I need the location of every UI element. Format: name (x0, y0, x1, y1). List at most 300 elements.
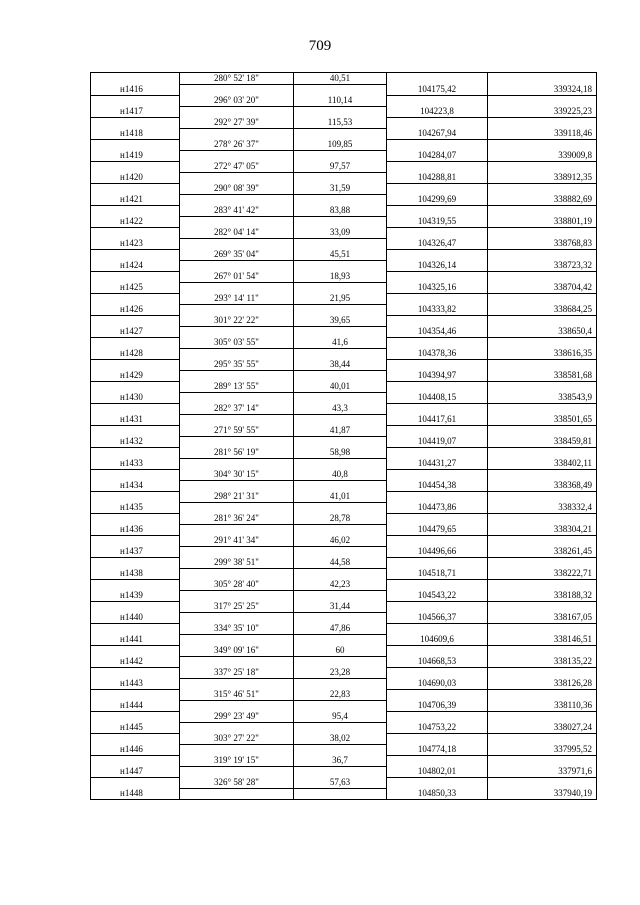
point-cell (91, 205, 180, 216)
segment-row (91, 755, 597, 766)
point-cell (91, 161, 180, 172)
point-cell: н1427 (91, 326, 180, 337)
length-cell: 47,86 (294, 623, 387, 634)
point-cell: н1442 (91, 656, 180, 667)
length-cell: 18,93 (294, 271, 387, 282)
segment-row (91, 579, 597, 590)
x-cell: 104774,18 (387, 744, 488, 755)
length-cell (294, 678, 387, 689)
segment-row (91, 425, 597, 436)
x-cell (387, 535, 488, 546)
y-cell: 338768,83 (488, 238, 597, 249)
angle-cell: 326° 58' 28" (180, 777, 294, 788)
angle-cell: 315° 46' 51" (180, 689, 294, 700)
y-cell (488, 205, 597, 216)
angle-cell (180, 612, 294, 623)
segment-row (91, 535, 597, 546)
y-cell (488, 337, 597, 348)
y-cell: 338261,45 (488, 546, 597, 557)
point-row (91, 458, 597, 469)
length-cell: 110,14 (294, 95, 387, 106)
point-cell (91, 645, 180, 656)
length-cell: 36,7 (294, 755, 387, 766)
angle-cell: 290° 08' 39" (180, 183, 294, 194)
point-cell (91, 425, 180, 436)
point-row (91, 172, 597, 183)
x-cell (387, 491, 488, 502)
point-cell (91, 689, 180, 700)
x-cell: 104543,22 (387, 590, 488, 601)
point-row (91, 392, 597, 403)
point-cell (91, 139, 180, 150)
x-cell: 104408,15 (387, 392, 488, 403)
length-cell: 95,4 (294, 711, 387, 722)
y-cell (488, 579, 597, 590)
angle-cell: 301° 22' 22" (180, 315, 294, 326)
angle-cell: 280° 52' 18" (180, 73, 294, 85)
y-cell: 337940,19 (488, 788, 597, 800)
point-cell (91, 227, 180, 238)
angle-cell (180, 788, 294, 800)
length-cell (294, 568, 387, 579)
x-cell: 104325,16 (387, 282, 488, 293)
length-cell (294, 524, 387, 535)
y-cell (488, 403, 597, 414)
x-cell (387, 403, 488, 414)
point-row (91, 568, 597, 579)
point-row (91, 348, 597, 359)
x-cell: 104431,27 (387, 458, 488, 469)
y-cell (488, 315, 597, 326)
length-cell: 41,87 (294, 425, 387, 436)
y-cell: 338027,24 (488, 722, 597, 733)
length-cell (294, 128, 387, 139)
x-cell (387, 425, 488, 436)
y-cell: 338801,19 (488, 216, 597, 227)
length-cell (294, 766, 387, 777)
y-cell (488, 73, 597, 85)
point-cell (91, 667, 180, 678)
point-cell (91, 535, 180, 546)
y-cell: 338135,22 (488, 656, 597, 667)
angle-cell: 283° 41' 42" (180, 205, 294, 216)
angle-cell (180, 414, 294, 425)
angle-cell (180, 700, 294, 711)
angle-cell (180, 304, 294, 315)
point-cell (91, 117, 180, 128)
point-cell: н1439 (91, 590, 180, 601)
point-cell (91, 601, 180, 612)
angle-cell (180, 766, 294, 777)
angle-cell (180, 524, 294, 535)
length-cell (294, 590, 387, 601)
x-cell (387, 139, 488, 150)
segment-row (91, 271, 597, 282)
segment-row (91, 469, 597, 480)
y-cell (488, 271, 597, 282)
x-cell (387, 777, 488, 788)
x-cell (387, 227, 488, 238)
point-row (91, 546, 597, 557)
segment-row (91, 183, 597, 194)
segment-row (91, 227, 597, 238)
point-cell (91, 623, 180, 634)
point-row (91, 150, 597, 161)
x-cell: 104378,36 (387, 348, 488, 359)
x-cell: 104566,37 (387, 612, 488, 623)
angle-cell: 272° 47' 05" (180, 161, 294, 172)
point-cell: н1430 (91, 392, 180, 403)
angle-cell: 289° 13' 55" (180, 381, 294, 392)
y-cell: 339324,18 (488, 84, 597, 95)
point-cell: н1435 (91, 502, 180, 513)
point-cell: н1444 (91, 700, 180, 711)
point-row (91, 304, 597, 315)
length-cell: 97,57 (294, 161, 387, 172)
x-cell (387, 271, 488, 282)
x-cell (387, 337, 488, 348)
y-cell: 338368,49 (488, 480, 597, 491)
length-cell (294, 458, 387, 469)
x-cell: 104417,61 (387, 414, 488, 425)
angle-cell (180, 502, 294, 513)
length-cell (294, 238, 387, 249)
x-cell: 104668,53 (387, 656, 488, 667)
angle-cell: 304° 30' 15" (180, 469, 294, 480)
length-cell: 42,23 (294, 579, 387, 590)
x-cell (387, 205, 488, 216)
length-cell: 21,95 (294, 293, 387, 304)
segment-row (91, 513, 597, 524)
length-cell: 83,88 (294, 205, 387, 216)
length-cell: 40,8 (294, 469, 387, 480)
y-cell: 338684,25 (488, 304, 597, 315)
length-cell: 44,58 (294, 557, 387, 568)
angle-cell: 292° 27' 39" (180, 117, 294, 128)
segment-row (91, 667, 597, 678)
point-row (91, 788, 597, 800)
x-cell (387, 95, 488, 106)
x-cell: 104496,66 (387, 546, 488, 557)
length-cell: 28,78 (294, 513, 387, 524)
angle-cell (180, 84, 294, 95)
y-cell (488, 183, 597, 194)
length-cell (294, 326, 387, 337)
y-cell: 338332,4 (488, 502, 597, 513)
x-cell: 104267,94 (387, 128, 488, 139)
y-cell (488, 359, 597, 370)
point-row (91, 414, 597, 425)
segment-row (91, 139, 597, 150)
x-cell: 104473,86 (387, 502, 488, 513)
point-row (91, 194, 597, 205)
point-cell: н1418 (91, 128, 180, 139)
angle-cell: 267° 01' 54" (180, 271, 294, 282)
y-cell (488, 645, 597, 656)
x-cell: 104326,47 (387, 238, 488, 249)
segment-row (91, 645, 597, 656)
length-cell (294, 216, 387, 227)
y-cell: 338126,28 (488, 678, 597, 689)
point-cell: н1448 (91, 788, 180, 800)
point-cell: н1445 (91, 722, 180, 733)
length-cell (294, 612, 387, 623)
x-cell: 104850,33 (387, 788, 488, 800)
x-cell (387, 711, 488, 722)
point-cell (91, 73, 180, 85)
x-cell: 104223,8 (387, 106, 488, 117)
x-cell (387, 623, 488, 634)
point-row (91, 744, 597, 755)
angle-cell (180, 238, 294, 249)
y-cell (488, 447, 597, 458)
length-cell (294, 700, 387, 711)
point-cell: н1433 (91, 458, 180, 469)
angle-cell: 349° 09' 16" (180, 645, 294, 656)
point-row (91, 612, 597, 623)
length-cell (294, 348, 387, 359)
length-cell: 22,83 (294, 689, 387, 700)
point-row (91, 436, 597, 447)
angle-cell: 282° 37' 14" (180, 403, 294, 414)
angle-cell (180, 392, 294, 403)
y-cell: 338616,35 (488, 348, 597, 359)
y-cell (488, 227, 597, 238)
point-cell (91, 271, 180, 282)
point-row (91, 634, 597, 645)
y-cell: 338704,42 (488, 282, 597, 293)
coordinates-table (90, 72, 597, 800)
y-cell: 338650,4 (488, 326, 597, 337)
segment-row (91, 381, 597, 392)
length-cell (294, 194, 387, 205)
point-cell (91, 337, 180, 348)
x-cell: 104518,71 (387, 568, 488, 579)
length-cell (294, 84, 387, 95)
y-cell: 338543,9 (488, 392, 597, 403)
point-row (91, 260, 597, 271)
angle-cell (180, 722, 294, 733)
length-cell: 38,44 (294, 359, 387, 370)
angle-cell (180, 458, 294, 469)
x-cell: 104753,22 (387, 722, 488, 733)
length-cell: 45,51 (294, 249, 387, 260)
length-cell (294, 722, 387, 733)
y-cell (488, 623, 597, 634)
point-cell: н1440 (91, 612, 180, 623)
x-cell (387, 161, 488, 172)
x-cell (387, 117, 488, 128)
x-cell: 104802,01 (387, 766, 488, 777)
x-cell (387, 359, 488, 370)
angle-cell (180, 634, 294, 645)
x-cell (387, 557, 488, 568)
angle-cell (180, 546, 294, 557)
angle-cell (180, 744, 294, 755)
x-cell: 104299,69 (387, 194, 488, 205)
angle-cell (180, 568, 294, 579)
angle-cell (180, 436, 294, 447)
coordinates-table-body (91, 73, 597, 800)
point-cell (91, 447, 180, 458)
y-cell: 338167,05 (488, 612, 597, 623)
length-cell (294, 260, 387, 271)
y-cell: 338723,32 (488, 260, 597, 271)
angle-cell: 305° 03' 55" (180, 337, 294, 348)
x-cell: 104454,38 (387, 480, 488, 491)
point-cell (91, 557, 180, 568)
length-cell: 60 (294, 645, 387, 656)
x-cell: 104319,55 (387, 216, 488, 227)
angle-cell (180, 172, 294, 183)
y-cell (488, 711, 597, 722)
angle-cell (180, 348, 294, 359)
y-cell: 338304,21 (488, 524, 597, 535)
angle-cell (180, 194, 294, 205)
angle-cell: 296° 03' 20" (180, 95, 294, 106)
segment-row (91, 205, 597, 216)
x-cell (387, 469, 488, 480)
y-cell: 339225,23 (488, 106, 597, 117)
point-row (91, 106, 597, 117)
y-cell (488, 535, 597, 546)
point-cell (91, 315, 180, 326)
angle-cell (180, 106, 294, 117)
x-cell (387, 315, 488, 326)
point-row (91, 524, 597, 535)
angle-cell (180, 370, 294, 381)
segment-row (91, 337, 597, 348)
point-row (91, 326, 597, 337)
y-cell (488, 491, 597, 502)
x-cell: 104394,97 (387, 370, 488, 381)
point-row (91, 700, 597, 711)
length-cell (294, 656, 387, 667)
point-cell: н1431 (91, 414, 180, 425)
x-cell: 104175,42 (387, 84, 488, 95)
point-cell: н1436 (91, 524, 180, 535)
point-row (91, 678, 597, 689)
length-cell: 33,09 (294, 227, 387, 238)
length-cell (294, 634, 387, 645)
y-cell (488, 425, 597, 436)
point-row (91, 502, 597, 513)
angle-cell (180, 656, 294, 667)
length-cell: 31,59 (294, 183, 387, 194)
point-cell: н1422 (91, 216, 180, 227)
segment-row (91, 315, 597, 326)
x-cell: 104419,07 (387, 436, 488, 447)
y-cell (488, 469, 597, 480)
length-cell: 58,98 (294, 447, 387, 458)
y-cell: 338146,51 (488, 634, 597, 645)
y-cell (488, 381, 597, 392)
point-cell: н1438 (91, 568, 180, 579)
angle-cell: 337° 25' 18" (180, 667, 294, 678)
point-cell (91, 513, 180, 524)
y-cell (488, 601, 597, 612)
x-cell (387, 381, 488, 392)
x-cell: 104288,81 (387, 172, 488, 183)
length-cell: 115,53 (294, 117, 387, 128)
angle-cell: 281° 56' 19" (180, 447, 294, 458)
x-cell: 104706,39 (387, 700, 488, 711)
point-row (91, 238, 597, 249)
x-cell (387, 645, 488, 656)
angle-cell: 291° 41' 34" (180, 535, 294, 546)
length-cell (294, 414, 387, 425)
length-cell (294, 436, 387, 447)
angle-cell (180, 216, 294, 227)
length-cell (294, 744, 387, 755)
segment-row (91, 733, 597, 744)
segment-row (91, 73, 597, 85)
y-cell: 338110,36 (488, 700, 597, 711)
point-row (91, 722, 597, 733)
point-row (91, 766, 597, 777)
x-cell (387, 667, 488, 678)
length-cell (294, 788, 387, 800)
x-cell (387, 689, 488, 700)
x-cell: 104354,46 (387, 326, 488, 337)
point-cell: н1437 (91, 546, 180, 557)
angle-cell: 293° 14' 11" (180, 293, 294, 304)
y-cell (488, 117, 597, 128)
segment-row (91, 359, 597, 370)
y-cell (488, 293, 597, 304)
length-cell: 57,63 (294, 777, 387, 788)
point-row (91, 370, 597, 381)
angle-cell (180, 260, 294, 271)
length-cell: 41,01 (294, 491, 387, 502)
x-cell: 104333,82 (387, 304, 488, 315)
y-cell: 338459,81 (488, 436, 597, 447)
angle-cell: 305° 28' 40" (180, 579, 294, 590)
angle-cell (180, 590, 294, 601)
angle-cell: 298° 21' 31" (180, 491, 294, 502)
segment-row (91, 711, 597, 722)
segment-row (91, 777, 597, 788)
y-cell (488, 249, 597, 260)
length-cell (294, 304, 387, 315)
y-cell: 337995,52 (488, 744, 597, 755)
x-cell: 104690,03 (387, 678, 488, 689)
length-cell: 23,28 (294, 667, 387, 678)
y-cell (488, 557, 597, 568)
x-cell: 104479,65 (387, 524, 488, 535)
page-number: 709 (308, 38, 332, 54)
y-cell (488, 513, 597, 524)
point-row (91, 128, 597, 139)
x-cell (387, 513, 488, 524)
y-cell (488, 755, 597, 766)
segment-row (91, 491, 597, 502)
segment-row (91, 601, 597, 612)
point-row (91, 282, 597, 293)
point-cell: н1423 (91, 238, 180, 249)
y-cell (488, 777, 597, 788)
point-cell: н1443 (91, 678, 180, 689)
segment-row (91, 447, 597, 458)
point-cell (91, 579, 180, 590)
length-cell (294, 480, 387, 491)
length-cell: 46,02 (294, 535, 387, 546)
y-cell (488, 733, 597, 744)
point-cell: н1421 (91, 194, 180, 205)
angle-cell (180, 128, 294, 139)
angle-cell: 271° 59' 55" (180, 425, 294, 436)
length-cell: 41,6 (294, 337, 387, 348)
